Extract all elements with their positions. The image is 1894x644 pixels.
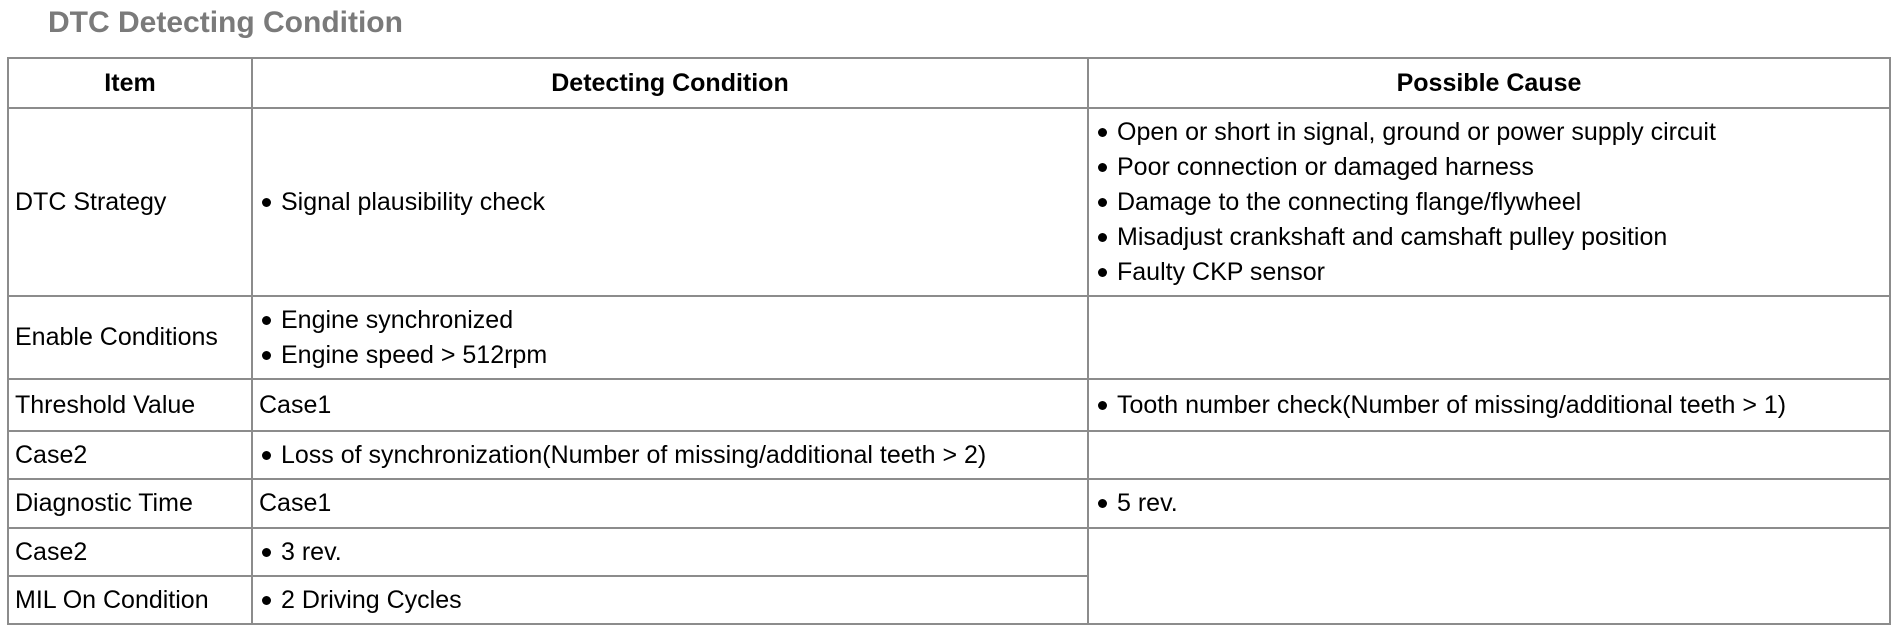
- condition-enable-conditions: [252, 296, 1088, 379]
- possible-cause-item: Poor connection or damaged harness: [1095, 150, 1883, 185]
- condition-list: [1095, 388, 1883, 423]
- item-diagnostic-time: Diagnostic Time: [8, 479, 252, 528]
- possible-cause-item: Misadjust crankshaft and camshaft pulley position: [1095, 220, 1883, 255]
- case1-value-cell: [1088, 479, 1890, 528]
- table-header-row: [8, 58, 1890, 108]
- header-detecting-condition: Detecting Condition: [252, 58, 1088, 108]
- empty-cell: [1088, 431, 1890, 479]
- possible-cause-item: Damage to the connecting flange/flywheel: [1095, 185, 1883, 220]
- condition-item: 3 rev.: [259, 535, 1081, 570]
- table-row-threshold-case2: [8, 431, 1890, 479]
- item-case2: Case2: [8, 431, 252, 479]
- table-row-dtc-strategy: [8, 108, 1890, 296]
- possible-cause-cell: [1088, 108, 1890, 296]
- mil-value-cell: [252, 576, 1088, 624]
- condition-item: 5 rev.: [1095, 486, 1883, 521]
- empty-cell: [1088, 528, 1890, 624]
- condition-item: Engine speed > 512rpm: [259, 338, 1081, 373]
- item-case2: Case2: [8, 528, 252, 576]
- header-possible-cause: Possible Cause: [1088, 58, 1890, 108]
- item-threshold-value: Threshold Value: [8, 379, 252, 431]
- dtc-condition-table: [7, 57, 1891, 625]
- condition-list: [259, 583, 1081, 618]
- page-title: DTC Detecting Condition: [48, 6, 403, 39]
- case2-value-cell: [252, 528, 1088, 576]
- item-mil-on-condition: MIL On Condition: [8, 576, 252, 624]
- condition-list: [259, 303, 1081, 373]
- condition-list: [259, 535, 1081, 570]
- item-dtc-strategy: DTC Strategy: [8, 108, 252, 296]
- condition-item: Loss of synchronization(Number of missing/additional teeth > 2): [259, 438, 1081, 473]
- table-row-enable-conditions: [8, 296, 1890, 379]
- condition-item: Engine synchronized: [259, 303, 1081, 338]
- case2-value-cell: [252, 431, 1088, 479]
- header-item: Item: [8, 58, 252, 108]
- case-label-cell: Case1: [252, 379, 1088, 431]
- item-enable-conditions: Enable Conditions: [8, 296, 252, 379]
- condition-dtc-strategy: [252, 108, 1088, 296]
- case-label-cell: Case1: [252, 479, 1088, 528]
- possible-cause-item: Open or short in signal, ground or power supply circuit: [1095, 115, 1883, 150]
- table-row-threshold-value: [8, 379, 1890, 431]
- case1-value-cell: [1088, 379, 1890, 431]
- condition-item: Signal plausibility check: [259, 185, 1081, 220]
- condition-list: [259, 185, 1081, 220]
- condition-list: [259, 438, 1081, 473]
- table-row-diagnostic-case2: [8, 528, 1890, 576]
- possible-cause-list: [1095, 115, 1883, 290]
- possible-cause-item: Faulty CKP sensor: [1095, 255, 1883, 290]
- condition-list: [1095, 486, 1883, 521]
- condition-item: 2 Driving Cycles: [259, 583, 1081, 618]
- empty-cell: [1088, 296, 1890, 379]
- table-row-diagnostic-time: [8, 479, 1890, 528]
- condition-item: Tooth number check(Number of missing/additional teeth > 1): [1095, 388, 1883, 423]
